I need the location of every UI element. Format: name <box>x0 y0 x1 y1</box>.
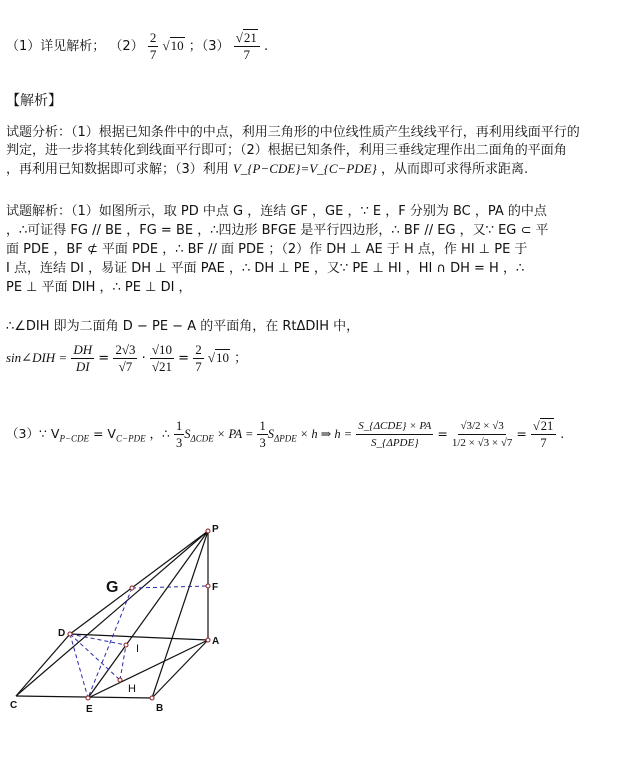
part3-frac-result: $\frac{√21}{7}$ <box>531 418 556 451</box>
edge-CB <box>16 696 152 698</box>
edge-PD <box>70 531 208 634</box>
edge-PC <box>16 531 208 696</box>
label-E: E <box>86 704 93 715</box>
analysis-line-3: ，再利用已知数据即可求解；（3）利用 V_{P−CDE}=V_{C−PDE} ，从而即可求得所求距离. <box>6 161 529 177</box>
solution-line-2: ，∴可证得 FG // BE ，FG = BE ，∴四边形 BFGE 是平行四边形，∴ BF // EG ，又∵ EG ⊂ 平 <box>6 223 549 238</box>
answer-line <box>6 30 268 63</box>
label-D: D <box>58 628 66 639</box>
label-H: H <box>128 683 136 695</box>
point-P <box>206 529 210 533</box>
solution-line-6: ∴∠DIH 即为二面角 D − PE − A 的平面角，在 RtΔDIH 中， <box>6 319 360 334</box>
edge-DE <box>70 634 88 698</box>
edge-PE <box>88 531 208 698</box>
point-G <box>130 586 134 590</box>
edge-DC <box>16 634 70 696</box>
solution-line-1: 试题解析：（1）如图所示，取 PD 中点 G ，连结 GF ，GE ，∵ E ，F 分别为 BC ，PA 的中点 <box>6 204 547 219</box>
label-G: G <box>106 579 119 596</box>
label-F: F <box>212 582 219 593</box>
edge-PB <box>152 531 208 698</box>
solution-line-5: PE ⊥ 平面 DIH ，∴ PE ⊥ DI ， <box>6 280 192 295</box>
edge-GF <box>132 586 208 588</box>
sin-formula: sin∠DIH = $\frac{DH}{DI}$ = $\frac{2√3}{√7}$ · $\frac{√10}{√21}$ = $\frac{2}{7}$ √10 ； <box>6 342 248 374</box>
edge-BA <box>152 640 208 698</box>
label-B: B <box>156 703 164 714</box>
edge-DH <box>70 634 120 680</box>
analysis-line-1: 试题分析：（1）根据已知条件中的中点，利用三角形的中位线性质产生线线平行，再利用线面平行的 <box>6 125 580 140</box>
part3-formula: （3）∵ $V_{P-CDE} = V_{C-PDE}$ ，∴ $\frac{1}{3}$ $S_{\Delta CDE}$ × PA = $\frac{1}{3}$ $S_{\Delta PDE} \times h$ ⇒ h = $\frac{\text{S\_\{ΔCDE\} × PA}}{\text{S\_\{ΔPDE\}}}$ = $\frac{√3/2 \times √3}{1/2 \times √3 \times √7}$ = $\frac{√21}{7}$ . <box>6 419 565 450</box>
part3-frac-compute: $\frac{√3/2 \times √3}{1/2 \times √3 \times √7}$ <box>451 420 513 449</box>
figure-labels <box>10 524 219 715</box>
answer-sep: ；（3） <box>188 39 230 54</box>
edge-EA <box>88 640 208 698</box>
point-A <box>206 638 210 642</box>
label-I: I <box>136 643 140 655</box>
answer-end: . <box>263 39 269 54</box>
part3-frac-big: $\frac{\text{S\_\{ΔCDE\} × PA}}{\text{S\_\{ΔPDE\}}}$ <box>358 420 432 449</box>
label-A: A <box>212 636 220 647</box>
sin-frac-1: $\frac{DH}{DI}$ <box>73 342 93 374</box>
answer-part2-fraction: $\frac{2}{7}$ <box>149 30 157 62</box>
answer-part1: （1）详见解析； <box>6 39 106 54</box>
sin-frac-3: $\frac{√10}{√21}$ <box>151 342 173 374</box>
point-F <box>206 584 210 588</box>
analysis-line-2: 判定，进一步将其转化到线面平行即可；（2）根据已知条件，利用三垂线定理作出二面角的平面角 <box>6 143 567 158</box>
edge-GE <box>88 588 132 698</box>
solution-line-3: 面 PDE ，BF ⊄ 平面 PDE ，∴ BF // 面 PDE ；（2）作 DH ⊥ AE 于 H 点，作 HI ⊥ PE 于 <box>6 242 528 257</box>
point-B <box>150 696 154 700</box>
edge-DI <box>70 634 126 645</box>
sin-sqrt: √10 <box>207 350 229 365</box>
sin-frac-4: $\frac{2}{7}$ <box>195 342 202 374</box>
answer-part2-sqrt: √10 <box>162 38 184 53</box>
answer-part3-fraction: $\frac{√21}{7}$ <box>234 30 260 63</box>
figure-points <box>68 529 210 700</box>
point-H <box>118 678 122 682</box>
point-E <box>86 696 90 700</box>
figure-dashed-edges <box>70 586 208 698</box>
solution-line-4: I 点，连结 DI ，易证 DH ⊥ 平面 PAE ，∴ DH ⊥ PE ，又∵ PE ⊥ HI ，HI ∩ DH = H ，∴ <box>6 261 525 276</box>
figure-solid-edges <box>16 531 208 698</box>
point-D <box>68 632 72 636</box>
section-heading: 【解析】 <box>6 93 62 109</box>
edge-HI <box>120 645 126 680</box>
edge-DA <box>70 634 208 640</box>
part3-frac-2: $\frac{1}{3}$ <box>259 419 266 450</box>
analysis-volume-formula: V_{P−CDE}=V_{C−PDE} <box>232 161 377 176</box>
label-P: P <box>212 524 219 535</box>
sin-frac-2: $\frac{2√3}{√7}$ <box>115 342 136 374</box>
answer-part2-label: （2） <box>109 39 144 54</box>
part3-frac-1: $\frac{1}{3}$ <box>176 419 183 450</box>
label-C: C <box>10 700 18 711</box>
point-I <box>124 643 128 647</box>
